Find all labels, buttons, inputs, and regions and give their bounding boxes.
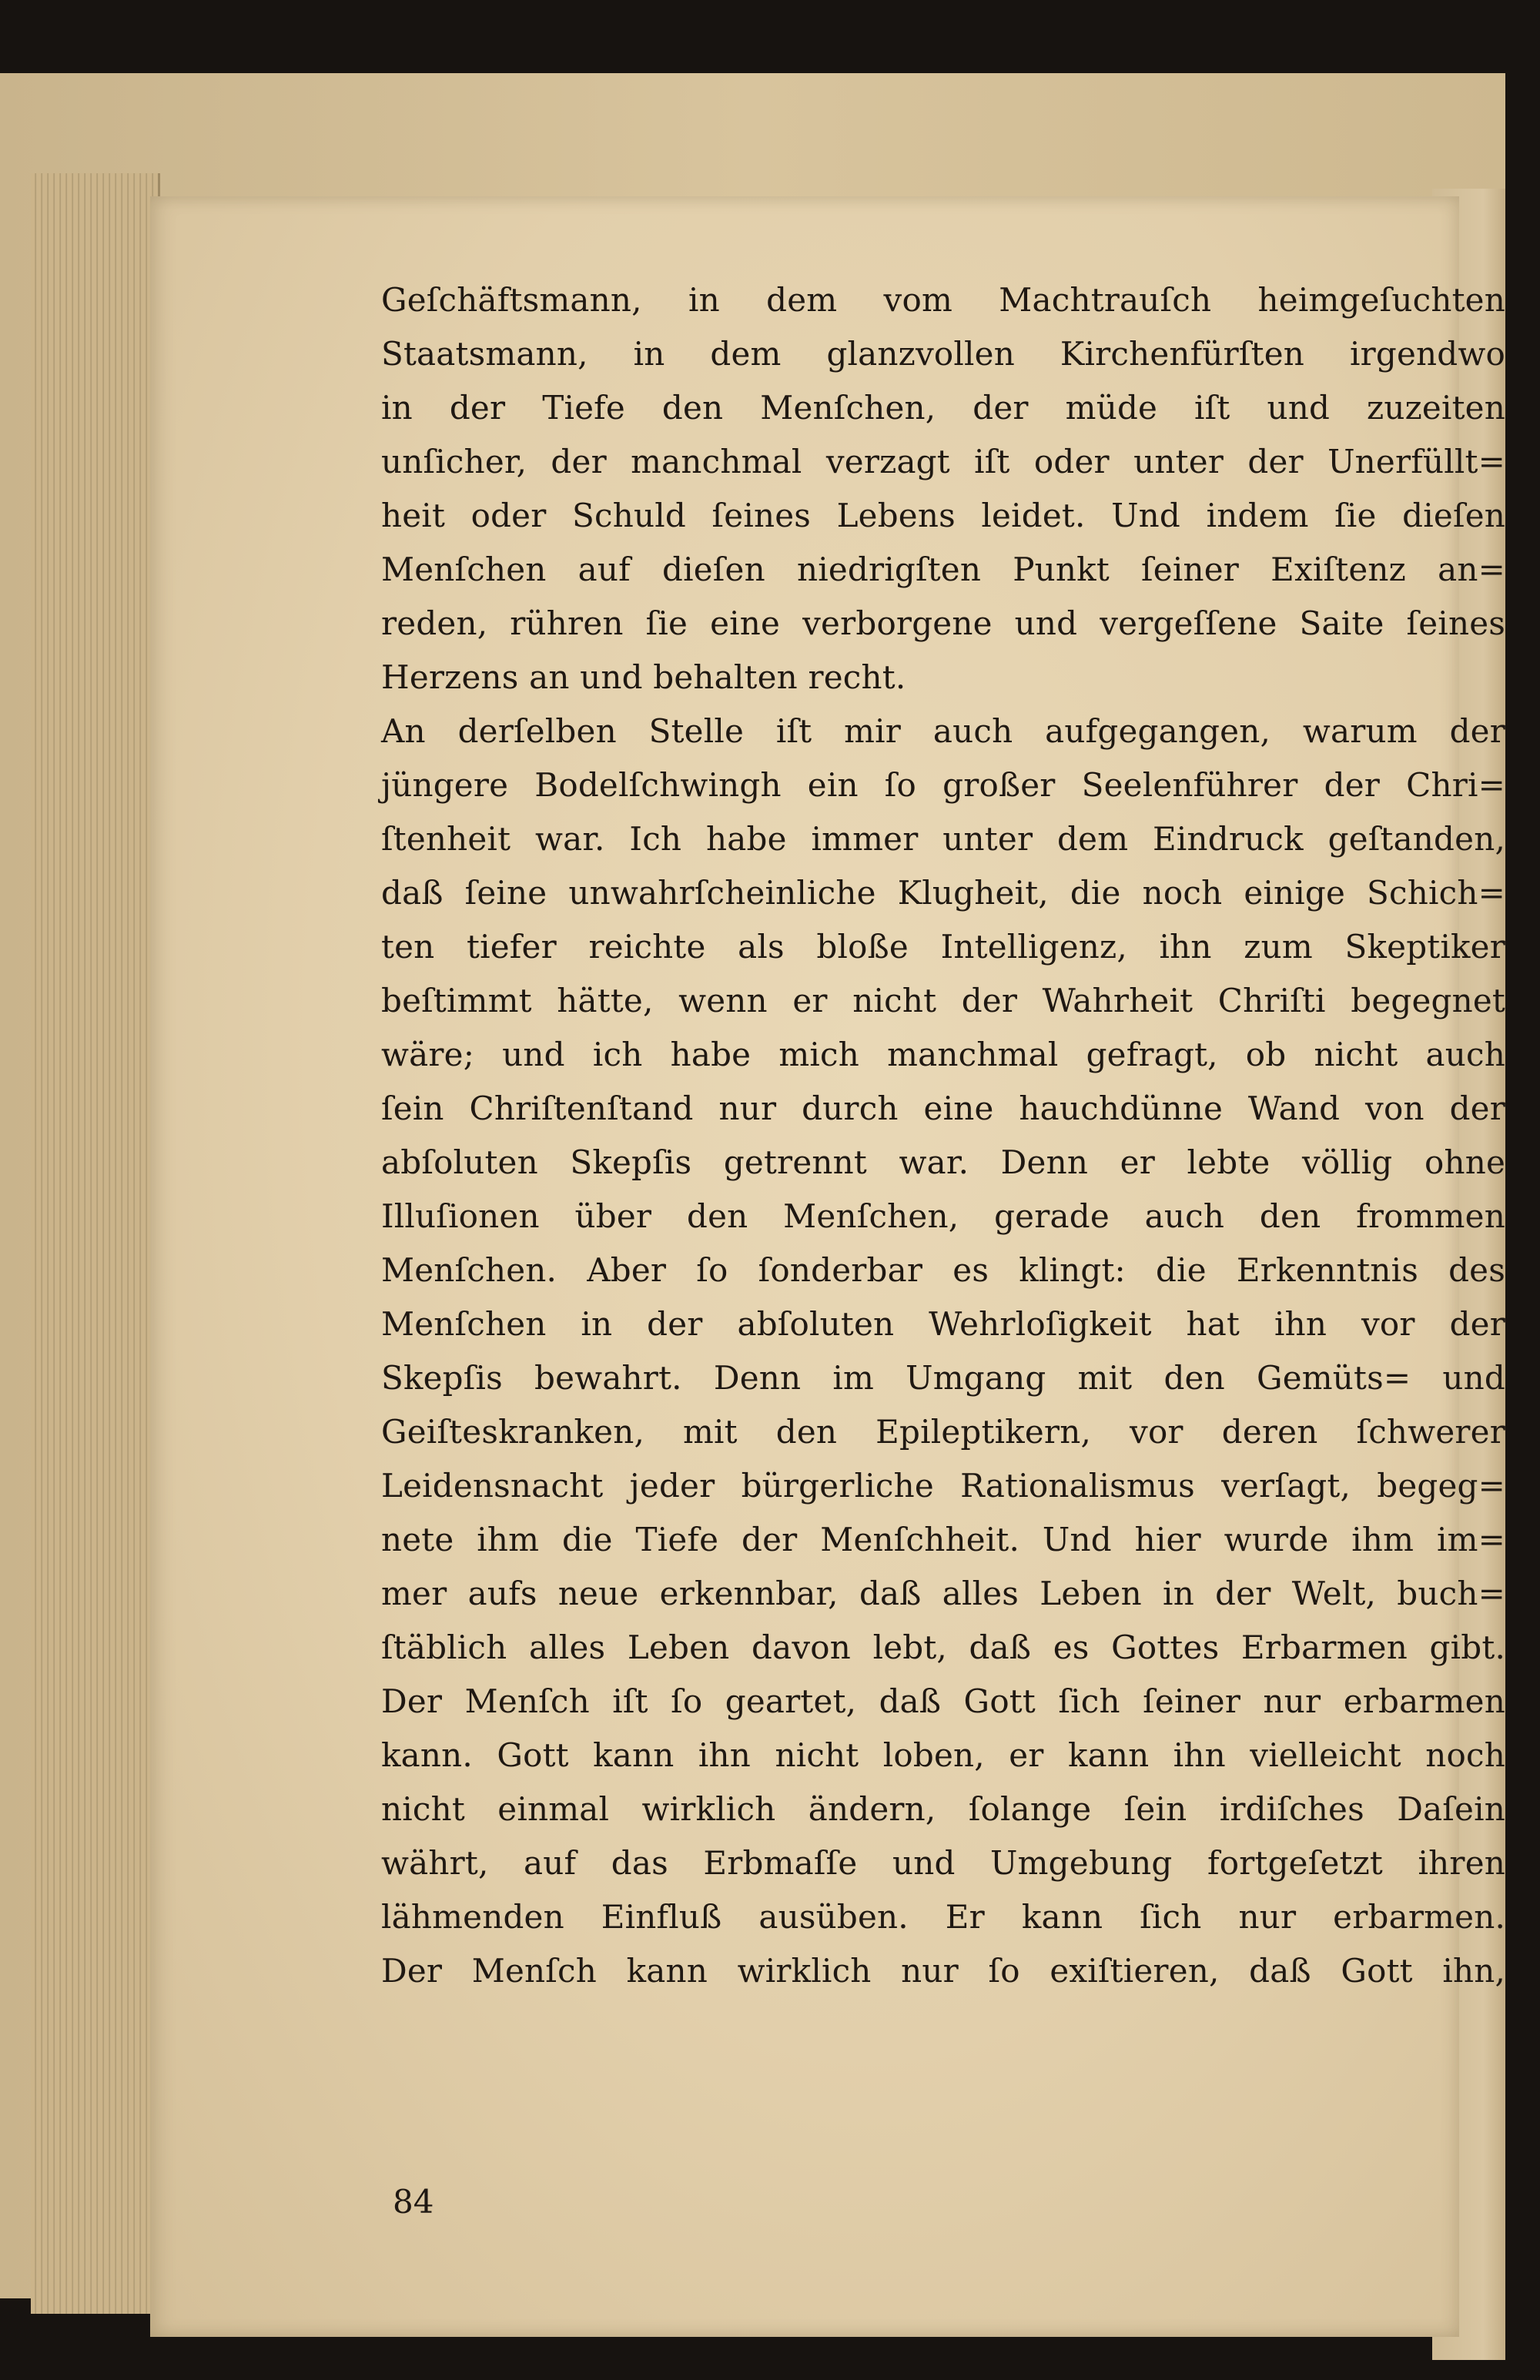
- text-line: reden, rühren ſie eine verborgene und vergeſſene Saite ſeines: [381, 604, 1505, 642]
- text-line: Skepſis bewahrt. Denn im Umgang mit den Gemüts= und: [381, 1359, 1505, 1397]
- text-line: abſoluten Skepſis getrennt war. Denn er lebte völlig ohne: [381, 1143, 1505, 1181]
- text-line: Staatsmann, in dem glanzvollen Kirchenfürſten irgendwo: [381, 335, 1505, 373]
- text-line: ten tiefer reichte als bloße Intelligenz, ihn zum Skeptiker: [381, 928, 1505, 966]
- text-line: Menſchen in der abſoluten Wehrloſigkeit hat ihn vor der: [381, 1305, 1505, 1343]
- text-line: mer aufs neue erkennbar, daß alles Leben in der Welt, buch=: [381, 1575, 1505, 1612]
- text-line: ſtenheit war. Ich habe immer unter dem Eindruck geſtanden,: [381, 820, 1505, 858]
- text-line: ſtäblich alles Leben davon lebt, daß es Gottes Erbarmen gibt.: [381, 1629, 1505, 1666]
- text-line: Der Menſch kann wirklich nur ſo exiſtieren, daß Gott ihn,: [381, 1952, 1505, 1990]
- page-text: [150, 196, 1505, 2337]
- text-line: An derſelben Stelle iſt mir auch aufgegangen, warum der: [381, 712, 1505, 750]
- text-line: Der Menſch iſt ſo geartet, daß Gott ſich ſeiner nur erbarmen: [381, 1682, 1505, 1720]
- text-line: Geiſteskranken, mit den Epileptikern, vor deren ſchwerer: [381, 1413, 1505, 1451]
- text-line: beſtimmt hätte, wenn er nicht der Wahrheit Chriſti begegnet: [381, 982, 1505, 1019]
- text-line: in der Tiefe den Menſchen, der müde iſt und zuzeiten: [381, 389, 1505, 427]
- text-line: Menſchen auf dieſen niedrigſten Punkt ſeiner Exiſtenz an=: [381, 551, 1505, 588]
- text-line: ſein Chriſtenſtand nur durch eine hauchdünne Wand von der: [381, 1090, 1505, 1127]
- text-line: daß ſeine unwahrſcheinliche Klugheit, die noch einige Schich=: [381, 874, 1505, 912]
- text-line: währt, auf das Erbmaſſe und Umgebung fortgeſetzt ihren: [381, 1844, 1505, 1882]
- text-line: Herzens an und behalten recht.: [381, 658, 906, 696]
- text-line: jüngere Bodelſchwingh ein ſo großer Seelenführer der Chri=: [381, 766, 1505, 804]
- text-line: lähmenden Einfluß ausüben. Er kann ſich nur erbarmen.: [381, 1898, 1505, 1936]
- text-line: unſicher, der manchmal verzagt iſt oder unter der Unerfüllt=: [381, 443, 1505, 480]
- text-line: wäre; und ich habe mich manchmal gefragt, ob nicht auch: [381, 1036, 1505, 1073]
- book: [0, 73, 1505, 2298]
- page-number: 84: [393, 2183, 434, 2221]
- text-line: nicht einmal wirklich ändern, ſolange ſein irdiſches Daſein: [381, 1790, 1505, 1828]
- text-line: nete ihm die Tiefe der Menſchheit. Und hier wurde ihm im=: [381, 1521, 1505, 1558]
- text-line: Menſchen. Aber ſo ſonderbar es klingt: die Erkenntnis des: [381, 1251, 1505, 1289]
- text-line: heit oder Schuld ſeines Lebens leidet. Und indem ſie dieſen: [381, 497, 1505, 534]
- text-line: Geſchäftsmann, in dem vom Machtrauſch heimgeſuchten: [381, 281, 1505, 319]
- text-line: kann. Gott kann ihn nicht loben, er kann ihn vielleicht noch: [381, 1736, 1505, 1774]
- page-stack-edges: [31, 173, 160, 2314]
- book-page: [150, 196, 1505, 2337]
- text-line: Illuſionen über den Menſchen, gerade auch den frommen: [381, 1197, 1505, 1235]
- text-line: Leidensnacht jeder bürgerliche Rationalismus verſagt, begeg=: [381, 1467, 1505, 1505]
